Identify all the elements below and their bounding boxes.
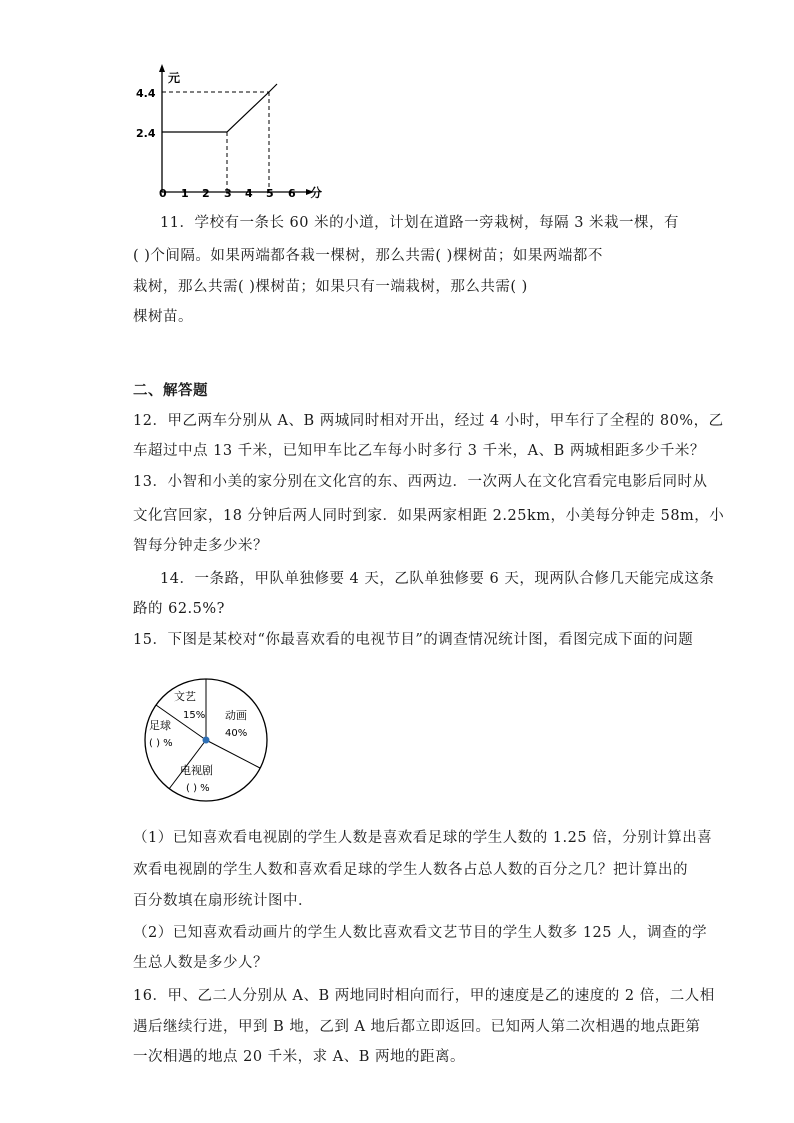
pie-chart xyxy=(140,674,280,814)
fare-graph xyxy=(130,60,330,205)
q15-1-line: （1）已知喜欢看电视剧的学生人数是喜欢看足球的学生人数的 1.25 倍，分别计算出喜 xyxy=(133,830,713,846)
slice-pct-dianshiju: ( ) % xyxy=(186,783,210,794)
q15-1-line: 欢看电视剧的学生人数和喜欢看足球的学生人数各占总人数的百分之几？把计算出的 xyxy=(133,862,688,878)
x-tick-label: 5 xyxy=(266,187,274,200)
q15-line: 15．下图是某校对“你最喜欢看的电视节目”的调查情况统计图，看图完成下面的问题 xyxy=(133,632,694,648)
x-tick-label: 6 xyxy=(288,187,296,200)
q14-line: 路的 62.5%? xyxy=(133,601,225,617)
slice-pct-zuqiu: ( ) % xyxy=(149,738,173,749)
y-tick-label: 4.4 xyxy=(136,87,156,100)
y-tick-label: 2.4 xyxy=(136,127,156,140)
x-tick-label: 4 xyxy=(245,187,253,200)
x-tick-label: 1 xyxy=(181,187,189,200)
pie-center xyxy=(203,737,210,744)
q11-line: 栽树，那么共需( )棵树苗；如果只有一端栽树，那么共需( ) xyxy=(133,279,528,295)
y-axis-arrow xyxy=(159,64,165,72)
q11-line: 棵树苗。 xyxy=(133,309,193,325)
q16-line: 16．甲、乙二人分别从 A、B 两地同时相向而行，甲的速度是乙的速度的 2 倍，二人相 xyxy=(133,988,715,1004)
q16-line: 遇后继续行进，甲到 B 地，乙到 A 地后都立即返回。已知两人第二次相遇的地点距第 xyxy=(133,1019,701,1035)
section-title: 二、解答题 xyxy=(133,383,208,399)
y-unit-label: 元 xyxy=(168,71,181,85)
x-tick-label: 3 xyxy=(224,187,232,200)
q13-line: 智每分钟走多少米？ xyxy=(133,538,268,554)
x-tick-label: 2 xyxy=(202,187,210,200)
slice-label-wenyi: 文艺 xyxy=(174,690,196,703)
q11-line: ( )个间隔。如果两端都各栽一棵树，那么共需( )棵树苗；如果两端都不 xyxy=(133,248,603,264)
fare-line xyxy=(162,84,277,132)
q13-line: 文化宫回家，18 分钟后两人同时到家．如果两家相距 2.25km，小美每分钟走 58m，小 xyxy=(133,508,725,524)
q15-1-line: 百分数填在扇形统计图中． xyxy=(133,893,313,909)
slice-pct-wenyi: 15% xyxy=(183,710,206,721)
x-tick-label: 0 xyxy=(159,187,167,200)
slice-label-dianshiju: 电视剧 xyxy=(180,764,213,777)
q14-line: 14．一条路，甲队单独修要 4 天，乙队单独修要 6 天，现两队合修几天能完成这条 xyxy=(160,571,715,587)
q15-2-line: （2）已知喜欢看动画片的学生人数比喜欢看文艺节目的学生人数多 125 人，调查的学 xyxy=(133,925,708,941)
slice-pct-dongman: 40% xyxy=(225,728,248,739)
q12-line: 12．甲乙两车分别从 A、B 两城同时相对开出，经过 4 小时，甲车行了全程的 80%，乙 xyxy=(133,413,724,429)
slice-label-zuqiu: 足球 xyxy=(149,719,171,732)
q13-line: 13．小智和小美的家分别在文化宫的东、西两边．一次两人在文化宫看完电影后同时从 xyxy=(133,474,708,490)
q12-line: 车超过中点 13 千米，已知甲车比乙车每小时多行 3 千米，A、B 两城相距多少千米？ xyxy=(133,443,705,459)
x-unit-label: 分 xyxy=(310,186,323,200)
q11-line: 11．学校有一条长 60 米的小道，计划在道路一旁栽树，每隔 3 米栽一棵，有 xyxy=(160,215,680,231)
slice-label-dongman: 动画 xyxy=(225,709,247,722)
q16-line: 一次相遇的地点 20 千米，求 A、B 两地的距离。 xyxy=(133,1049,466,1065)
q15-2-line: 生总人数是多少人？ xyxy=(133,955,268,971)
